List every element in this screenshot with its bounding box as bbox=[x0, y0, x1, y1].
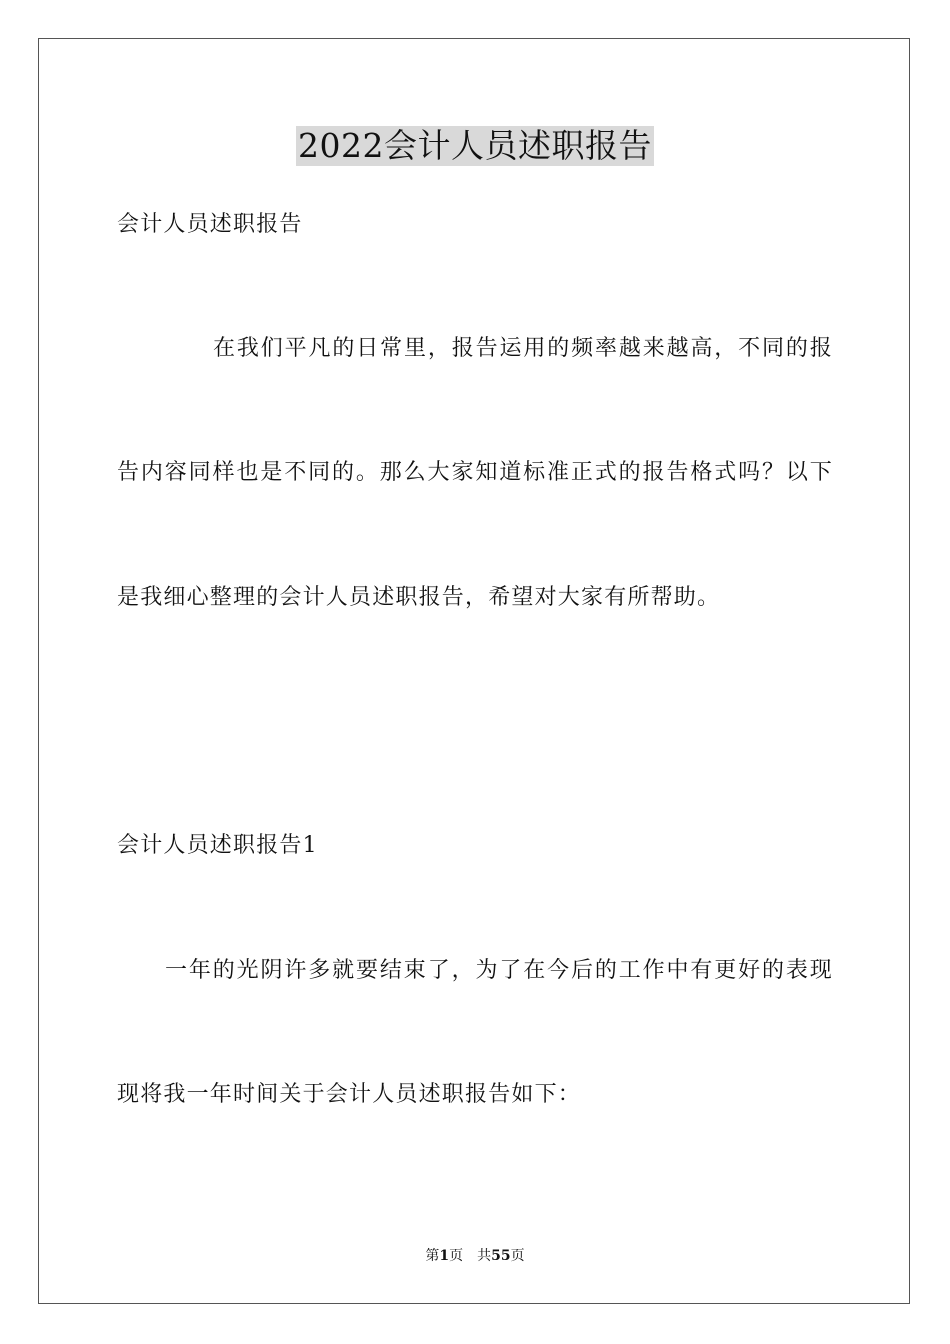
footer-page-current: 1 bbox=[439, 1248, 450, 1264]
title-container bbox=[0, 126, 950, 166]
intro-line-1: 在我们平凡的日常里，报告运用的频率越来越高，不同的报 bbox=[213, 336, 833, 361]
section-line-2: 现将我一年时间关于会计人员述职报告如下： bbox=[117, 1082, 582, 1107]
document-subtitle: 会计人员述职报告 bbox=[117, 212, 303, 237]
footer-page-suffix: 页 bbox=[449, 1248, 464, 1264]
footer-total-prefix: 共 bbox=[477, 1248, 492, 1264]
document-title: 2022会计人员述职报告 bbox=[298, 126, 652, 165]
section-heading: 会计人员述职报告1 bbox=[117, 833, 318, 858]
intro-line-3: 是我细心整理的会计人员述职报告，希望对大家有所帮助。 bbox=[117, 585, 721, 610]
footer-page-prefix: 第 bbox=[425, 1248, 440, 1264]
page-footer bbox=[0, 1247, 950, 1265]
footer-total-suffix: 页 bbox=[510, 1248, 525, 1264]
section-line-1: 一年的光阴许多就要结束了，为了在今后的工作中有更好的表现 bbox=[165, 958, 833, 983]
intro-line-2: 告内容同样也是不同的。那么大家知道标准正式的报告格式吗？以下 bbox=[117, 460, 833, 485]
footer-page-total: 55 bbox=[491, 1248, 511, 1264]
